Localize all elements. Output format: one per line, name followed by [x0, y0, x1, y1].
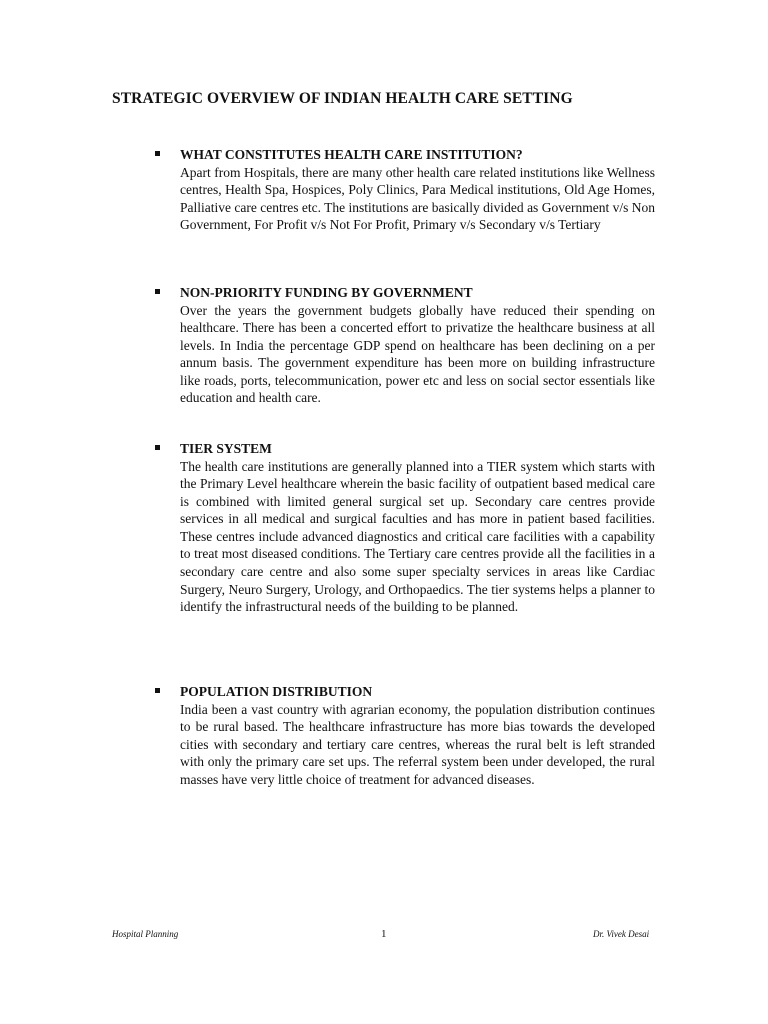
bullet-icon [155, 289, 160, 294]
section-body: The health care institutions are generally planned into a TIER system which starts with the Primary Level healthcare wherein the basic facility of outpatient based medical care is combined with limited general surgical set up. Secondary care centres provide services in all medical and surgical faculties and has more in patient based facilities. These centres include advanced diagnostics and critical care facilities with a capability to treat most diseased conditions. The Tertiary care centres provide all the facilities in a secondary care centre and also some super specialty services in areas like Cardiac Surgery, Neuro Surgery, Urology, and Orthopaedics. The tier systems helps a planner to identify the infrastructural needs of the building to be planned. [180, 458, 655, 615]
footer-left-text: Hospital Planning [112, 929, 179, 939]
bullet-icon [155, 445, 160, 450]
section-heading: NON-PRIORITY FUNDING BY GOVERNMENT [180, 285, 473, 300]
section-body: Apart from Hospitals, there are many other health care related institutions like Wellness centres, Health Spa, Hospices, Poly Clinics, Para Medical institutions, Old Age Homes, Palliative care centres etc. The institutions are basically divided as Government v/s Non Government, For Profit v/s Not For Profit, Primary v/s Secondary v/s Tertiary [180, 164, 655, 233]
footer-right-text: Dr. Vivek Desai [593, 929, 650, 939]
page-number: 1 [381, 928, 387, 940]
section-body: Over the years the government budgets globally have reduced their spending on healthcare. There has been a concerted effort to privatize the healthcare business at all levels. In India the percentage GDP spend on healthcare has been declining on a per annum basis. The government expenditure has been more on building infrastructure like roads, ports, telecommunication, power etc and less on social sector essentials like education and health care. [180, 302, 655, 406]
bullet-icon [155, 151, 160, 156]
section-body: India been a vast country with agrarian economy, the population distribution continues to be rural based. The healthcare infrastructure has more bias towards the developed cities with secondary and tertiary care centres, whereas the rural belt is left stranded with only the primary care set ups. The referral system been under developed, the rural masses have very little choice of treatment for advanced diseases. [180, 701, 655, 787]
bullet-icon [155, 688, 160, 693]
page-title: STRATEGIC OVERVIEW OF INDIAN HEALTH CARE SETTING [112, 90, 573, 107]
section-heading: POPULATION DISTRIBUTION [180, 684, 373, 699]
section-heading: WHAT CONSTITUTES HEALTH CARE INSTITUTION? [180, 147, 523, 162]
section-heading: TIER SYSTEM [180, 441, 272, 456]
